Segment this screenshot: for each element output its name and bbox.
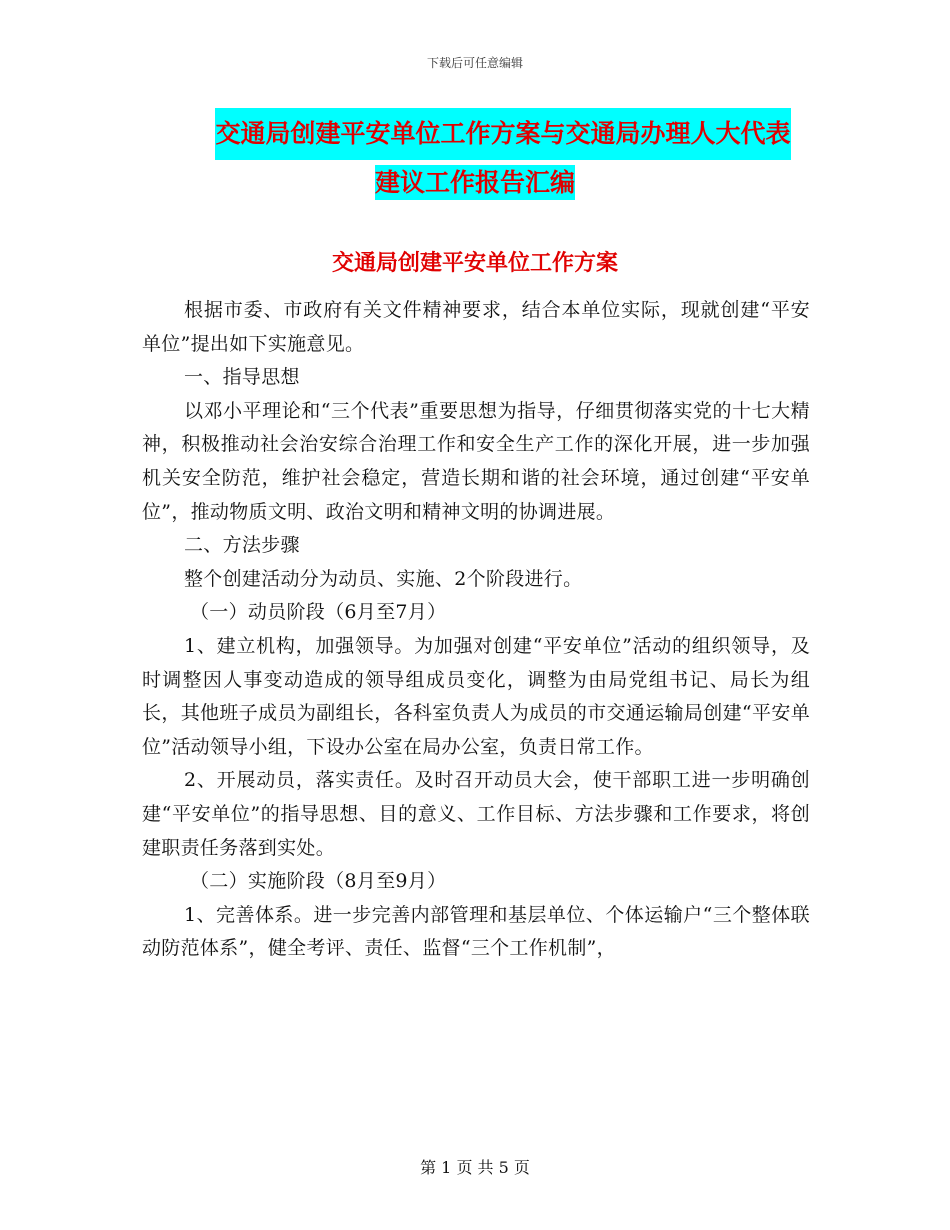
paragraph: 以邓小平理论和“三个代表”重要思想为指导，仔细贯彻落实党的十七大精神，积极推动社会治安综合治理工作和安全生产工作的深化开展，进一步加强机关安全防范，维护社会稳定，营造长期和谐的社会环境，通过创建“平安单位”，推动物质文明、政治文明和精神文明的协调进展。: [142, 399, 810, 523]
document-title: [0, 108, 950, 206]
paragraph: 1、建立机构，加强领导。为加强对创建“平安单位”活动的组织领导，及时调整因人事变动造成的领导组成员变化，调整为由局党组书记、局长为组长，其他班子成员为副组长，各科室负责人为成员的市交通运输局创建“平安单位”活动领导小组，下设办公室在局办公室，负责日常工作。: [142, 634, 810, 758]
paragraph: 整个创建活动分为动员、实施、2个阶段进行。: [184, 567, 583, 590]
subheading-implementation-stage: （二）实施阶段（8月至9月）: [190, 870, 447, 893]
section-title: 交通局创建平安单位工作方案: [331, 251, 618, 276]
header-note: 下载后可任意编辑: [426, 56, 523, 70]
paragraph: 根据市委、市政府有关文件精神要求，结合本单位实际，现就创建“平安单位”提出如下实施意见。: [142, 299, 810, 355]
heading-guiding-ideology: 一、指导思想: [184, 366, 300, 389]
subheading-mobilization-stage: （一）动员阶段（6月至7月）: [190, 601, 447, 624]
page-number: 第 1 页 共 5 页: [420, 1158, 530, 1177]
paragraph: 1、完善体系。进一步完善内部管理和基层单位、个体运输户“三个整体联动防范体系”，健全考评、责任、监督“三个工作机制”，: [142, 903, 810, 960]
body-text: [142, 294, 810, 966]
paragraph: 2、开展动员，落实责任。及时召开动员大会，使干部职工进一步明确创建“平安单位”的指导思想、目的意义、工作目标、方法步骤和工作要求，将创建职责任务落到实处。: [142, 769, 810, 859]
title-line-2: 建议工作报告汇编: [375, 165, 575, 200]
title-line-1: 交通局创建平安单位工作方案与交通局办理人大代表: [215, 108, 790, 160]
heading-method-steps: 二、方法步骤: [184, 534, 300, 557]
